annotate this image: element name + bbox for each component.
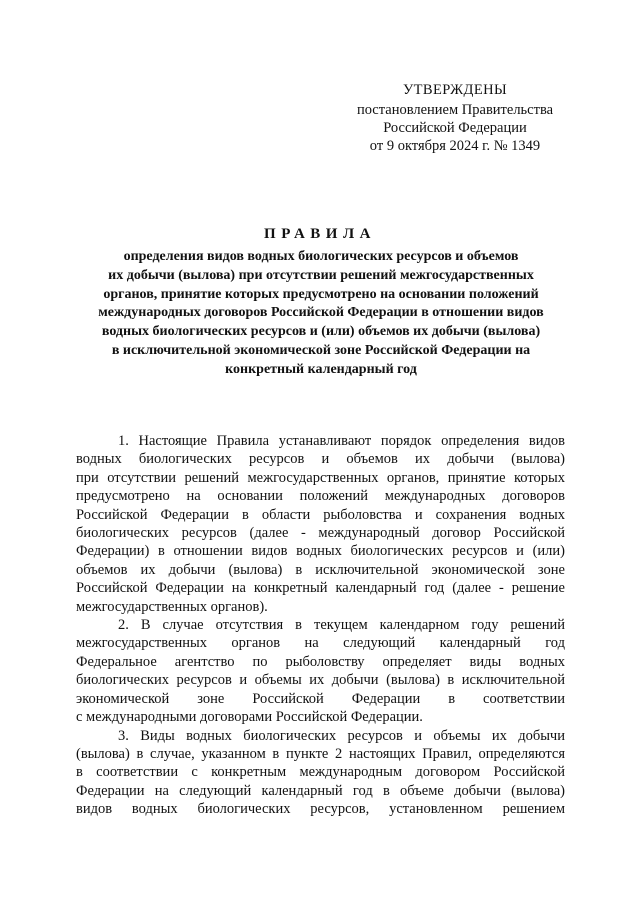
subtitle-line: определения видов водных биологических ресурсов и объемов [123, 249, 519, 264]
text-line: с международными договорами Российской Федерации. [76, 709, 423, 726]
text-line: 3. Виды водных биологических ресурсов и объемы их добычи [118, 727, 565, 744]
document-subtitle [76, 248, 566, 380]
subtitle-line: органов, принятие которых предусмотрено на основании положений [103, 286, 539, 302]
text-line: Федерации на следующий календарный год в объеме добычи (вылова) [76, 782, 565, 799]
subtitle-line: международных договоров Российской Федерации в отношении видов [98, 305, 544, 321]
text-line: межгосударственных органов на следующий календарный год [76, 635, 565, 652]
text-line: биологических ресурсов и объемы их добычи (вылова) в исключительной [76, 672, 565, 689]
text-line: Федерации) в отношении видов водных биологических ресурсов и (или) [76, 543, 565, 560]
text-line: предусмотрено на основании положений международных договоров [76, 488, 565, 505]
subtitle-line: их добычи (вылова) при отсутствии решений межгосударственных [108, 267, 534, 283]
text-line: водных биологических ресурсов и объемов их добычи (вылова) [76, 451, 565, 468]
approval-line-3: от 9 октября 2024 г. № 1349 [369, 138, 541, 154]
text-line: Российской Федерации на конкретный календарный год (далее - решение [76, 580, 565, 597]
text-line: Федеральное агентство по рыболовству определяет виды водных [76, 653, 565, 670]
text-line: 2. В случае отсутствия в текущем календарном году решений [118, 617, 565, 634]
approval-line-1: постановлением Правительства [356, 102, 554, 118]
document-body [76, 432, 565, 819]
text-line: экономической зоне Российской Федерации в соответствии [76, 690, 565, 707]
paragraph-3 [76, 727, 565, 819]
text-line: 1. Настоящие Правила устанавливают порядок определения видов [118, 433, 565, 449]
subtitle-line: в исключительной экономической зоне Российской Федерации на [111, 342, 531, 358]
text-line: объемов их добычи (вылова) в исключительной экономической зоне [76, 561, 565, 578]
approval-heading: УТВЕРЖДЕНЫ [402, 82, 508, 98]
paragraph-2 [76, 616, 565, 726]
text-line: при отсутствии решений межгосударственных органов, принятие которых [76, 469, 565, 486]
text-line: Российской Федерации в области рыболовства и сохранения водных [76, 506, 565, 523]
subtitle-line: водных биологических ресурсов и (или) объемов их добычи (вылова) [101, 324, 541, 340]
text-line: в соответствии с конкретным международным договором Российской [76, 764, 565, 781]
subtitle-line: конкретный календарный год [225, 361, 417, 377]
approval-line-2: Российской Федерации [383, 120, 527, 136]
text-line: межгосударственных органов). [76, 598, 268, 615]
text-line: (вылова) в случае, указанном в пункте 2 настоящих Правил, определяются [76, 745, 565, 762]
document-title: ПРАВИЛА [264, 226, 376, 242]
approval-block [340, 81, 570, 155]
paragraph-1 [76, 432, 565, 616]
text-line: видов водных биологических ресурсов, установленном решением [76, 801, 565, 818]
text-line: биологических ресурсов (далее - международный договор Российской [76, 525, 565, 542]
